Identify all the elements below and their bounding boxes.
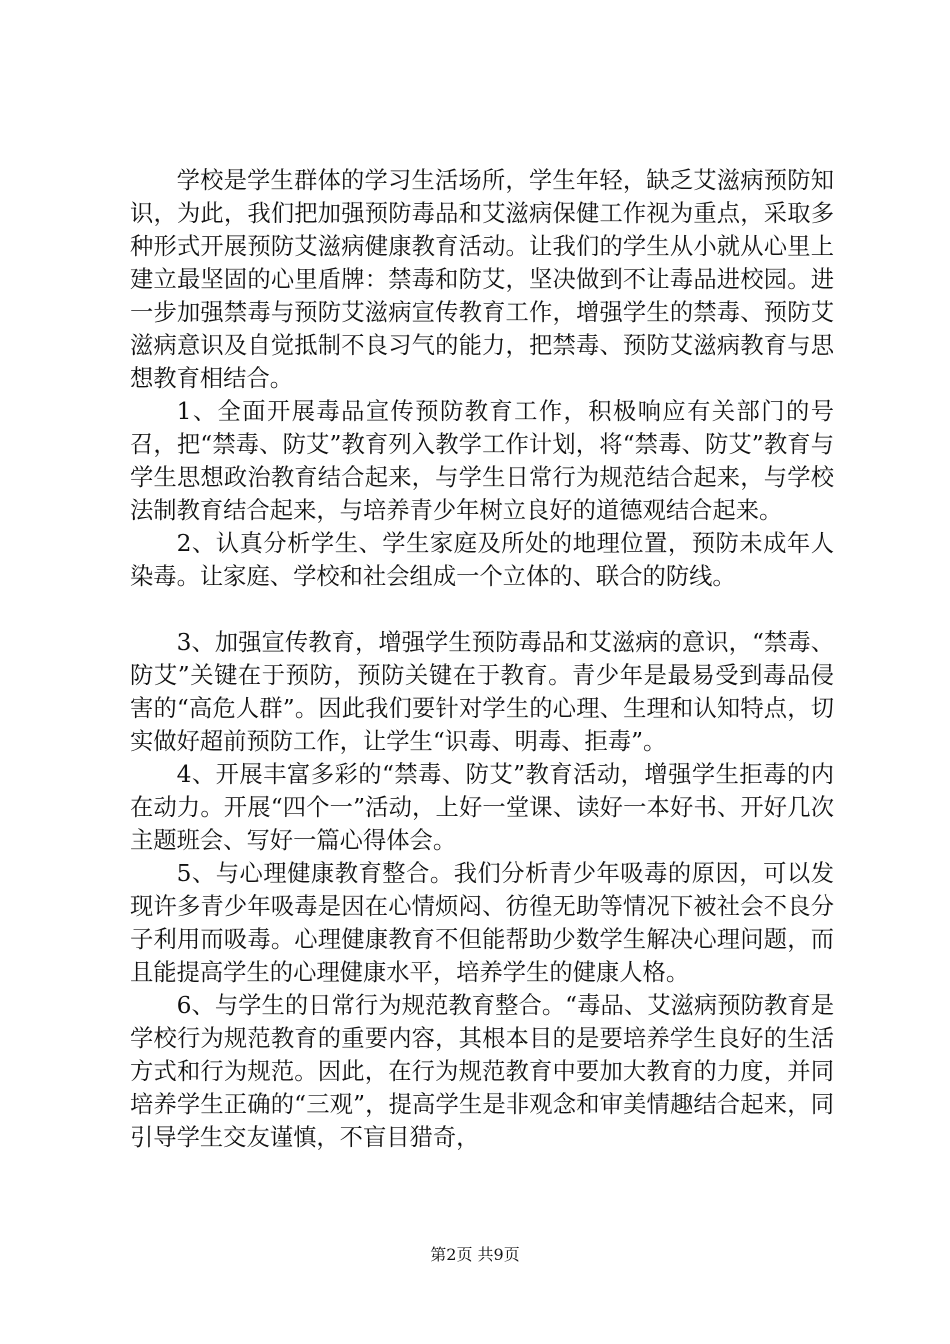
paragraph-item-3: 3、加强宣传教育，增强学生预防毒品和艾滋病的意识，“禁毒、防艾”关键在于预防，预防关键在于教育。青少年是最易受到毒品侵害的“高危人群”。因此我们要针对学生的心理、生理和认知特点，切实做好超前预防工作，让学生“识毒、明毒、拒毒”。 [130,629,834,755]
paragraph-item-2: 2、认真分析学生、学生家庭及所处的地理位置，预防未成年人染毒。让家庭、学校和社会组成一个立体的、联合的防线。 [130,530,834,590]
page-footer: 第2页 共9页 [430,1245,520,1264]
paragraph-intro: 学校是学生群体的学习生活场所，学生年轻，缺乏艾滋病预防知识，为此，我们把加强预防毒品和艾滋病保健工作视为重点，采取多种形式开展预防艾滋病健康教育活动。让我们的学生从小就从心里上建立最坚固的心里盾牌：禁毒和防艾，坚决做到不让毒品进校园。进一步加强禁毒与预防艾滋病宣传教育工作，增强学生的禁毒、预防艾滋病意识及自觉抵制不良习气的能力，把禁毒、预防艾滋病教育与思想教育相结合。 [130,167,834,392]
paragraph-item-4: 4、开展丰富多彩的“禁毒、防艾”教育活动，增强学生拒毒的内在动力。开展“四个一”活动，上好一堂课、读好一本好书、开好几次主题班会、写好一篇心得体会。 [130,761,834,854]
paragraph-item-1: 1、全面开展毒品宣传预防教育工作，积极响应有关部门的号召，把“禁毒、防艾”教育列入教学工作计划，将“禁毒、防艾”教育与学生思想政治教育结合起来，与学生日常行为规范结合起来，与学校法制教育结合起来，与培养青少年树立良好的道德观结合起来。 [130,398,834,524]
document-body [130,164,834,1154]
paragraph-item-6: 6、与学生的日常行为规范教育整合。“毒品、艾滋病预防教育是学校行为规范教育的重要内容，其根本目的是要培养学生良好的生活方式和行为规范。因此，在行为规范教育中要加大教育的力度，并同培养学生正确的“三观”，提高学生是非观念和审美情趣结合起来，同引导学生交友谨慎，不盲目猎奇， [130,992,834,1151]
paragraph-item-5: 5、与心理健康教育整合。我们分析青少年吸毒的原因，可以发现许多青少年吸毒是因在心情烦闷、彷徨无助等情况下被社会不良分子利用而吸毒。心理健康教育不但能帮助少数学生解决心理问题，而且能提高学生的心理健康水平，培养学生的健康人格。 [130,860,834,986]
